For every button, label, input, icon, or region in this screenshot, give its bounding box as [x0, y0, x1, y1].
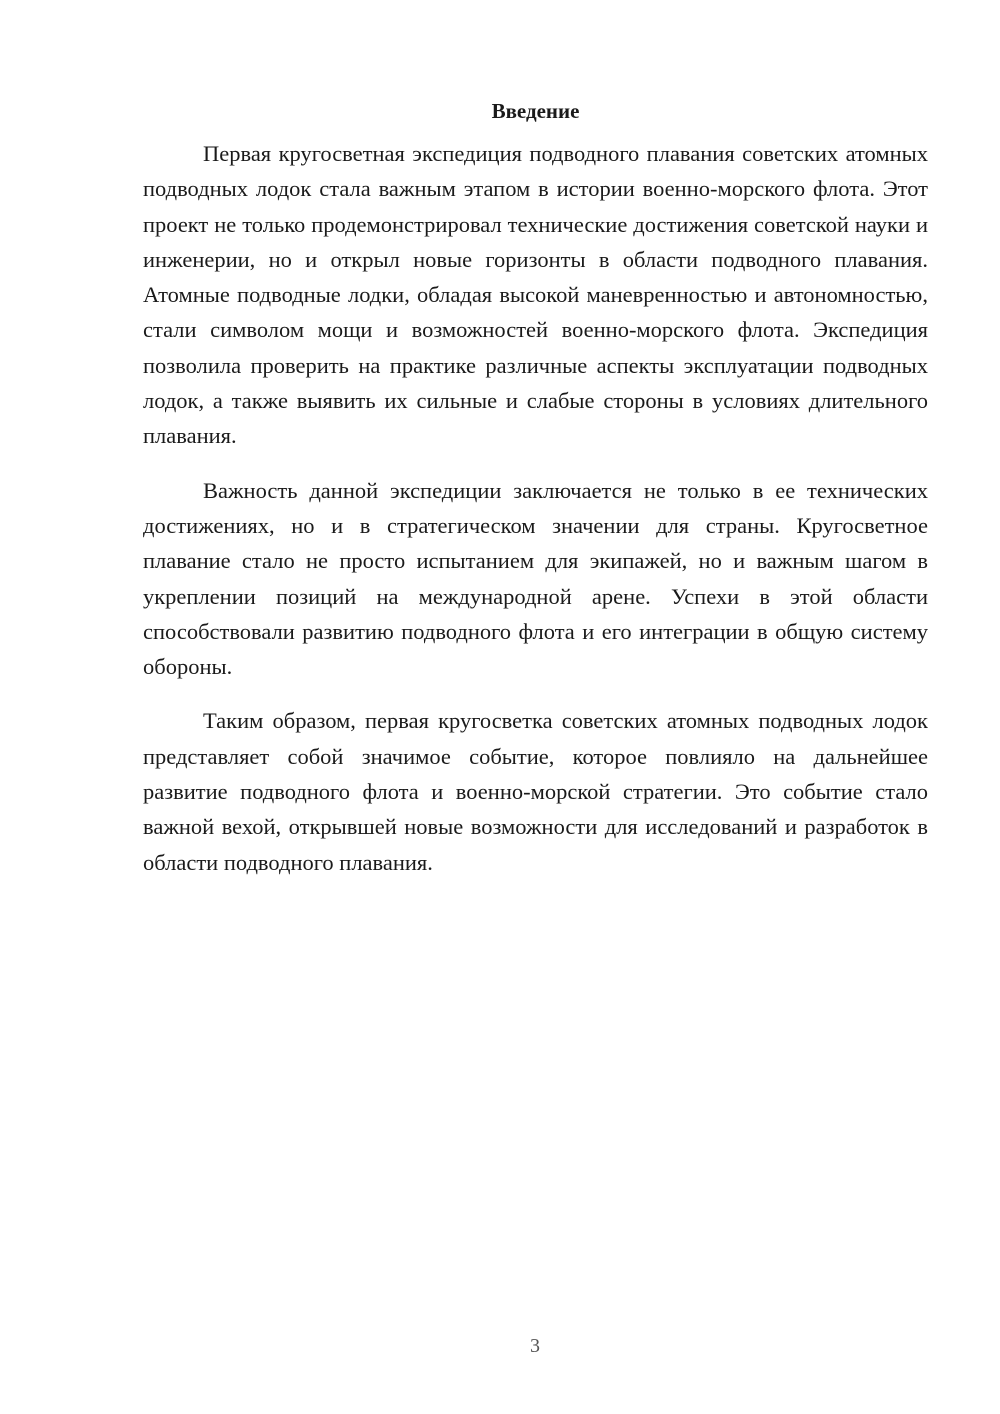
page-number: 3 — [530, 1335, 540, 1357]
paragraph-3: Таким образом, первая кругосветка советских атомных подводных лодок представляет собой значимое событие, которое повлияло на дальнейшее развитие подводного флота и военно-морской стратегии. Это событие стало важной вехой, открывшей новые возможности для исследований и разработок в области подводного плавания. — [143, 708, 928, 875]
section-heading: Введение — [491, 99, 580, 123]
page-content — [143, 96, 928, 899]
paragraph-2: Важность данной экспедиции заключается не только в ее технических достижениях, но и в стратегическом значении для страны. Кругосветное плавание стало не просто испытанием для экипажей, но и важным шагом в укреплении позиций на международной арене. Успехи в этой области способствовали развитию подводного флота и его интеграции в общую систему обороны. — [143, 477, 928, 680]
paragraph-1: Первая кругосветная экспедиция подводного плавания советских атомных подводных лодок стала важным этапом в истории военно-морского флота. Этот проект не только продемонстрировал технические достижения советской науки и инженерии, но и открыл новые горизонты в области подводного плавания. Атомные подводные лодки, обладая высокой маневренностью и автономностью, стали символом мощи и возможностей военно-морского флота. Экспедиция позволила проверить на практике различные аспекты эксплуатации подводных лодок, а также выявить их сильные и слабые стороны в условиях длительного плавания. — [143, 141, 928, 449]
